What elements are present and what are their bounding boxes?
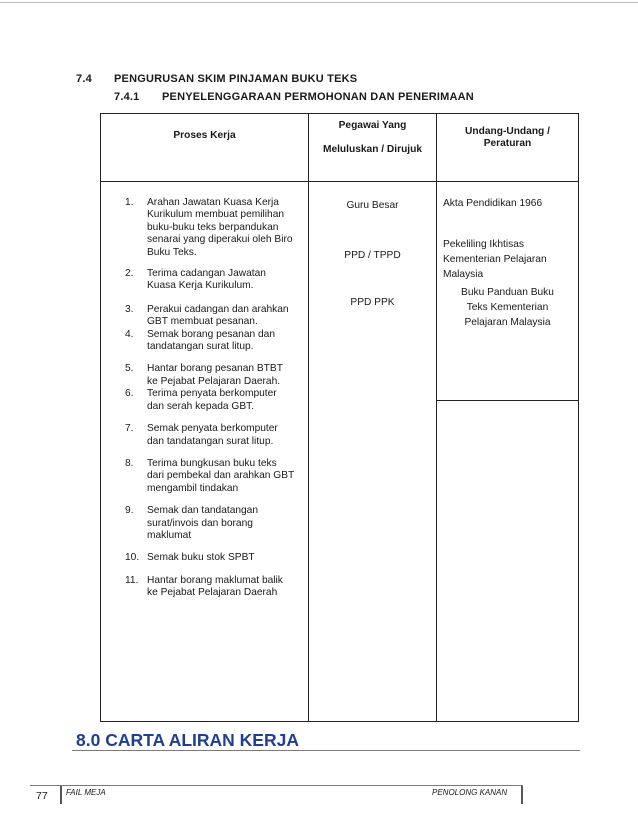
list-item [125,458,308,495]
step-number: 5. [125,363,134,375]
proses-kerja-cell [101,182,309,722]
list-item [125,505,308,542]
pegawai-cell [309,182,437,722]
ref-pekeliling-ikhtisas: Pekeliling Ikhtisas Kementerian Pelajaran Malaysia [443,239,547,280]
footer-divider-left [60,786,62,804]
section-title: PENGURUSAN SKIM PINJAMAN BUKU TEKS [114,73,358,85]
step-number: 4. [125,328,134,340]
subsection-title: PENYELENGGARAAN PERMOHONAN DAN PENERIMAAN [162,91,474,103]
step-text: Semak dan tandatangan surat/invois dan borang maklumat [147,505,259,541]
subsection-number: 7.4.1 [114,91,140,103]
header-pegawai-line2: Meluluskan / Dirujuk [322,144,423,156]
ref-buku-panduan: Buku Panduan Buku Teks Kementerian Pelajaran Malaysia [461,287,554,328]
list-item [125,304,308,329]
step-text: Perakui cadangan dan arahkan GBT membuat pesanan. [147,303,289,328]
table-body-row [101,182,579,722]
header-undang-line2: Peraturan [483,138,532,150]
header-proses-label: Proses Kerja [173,130,236,141]
header-pegawai [309,114,437,182]
step-text: Semak penyata berkomputer dan tandatangan surat litup. [147,423,278,447]
list-item [125,268,308,293]
footer-left-label: FAIL MEJA [66,788,106,797]
next-section-title: 8.0 CARTA ALIRAN KERJA [76,730,299,750]
section-divider [72,750,580,751]
step-number: 3. [125,303,134,315]
step-text: Arahan Jawatan Kuasa Kerja Kurikulum membuat pemilihan buku-buku teks berpandukan senarai yang diperakui oleh Biro Buku Teks. [147,197,293,258]
header-pegawai-line1: Pegawai Yang [338,120,407,131]
undang-cell [437,182,579,722]
list-item [125,388,308,413]
list-item [125,575,308,600]
header-undang-line1: Undang-Undang / [465,126,550,137]
step-number: 9. [125,505,134,517]
step-number: 11. [125,574,139,586]
table-header-row [101,114,579,182]
pegawai-guru-besar: Guru Besar [346,200,399,211]
step-number: 10. [125,552,140,564]
step-number: 6. [125,388,134,400]
undang-references-box [437,182,578,401]
top-rule [0,2,638,3]
pegawai-ppd-tppd: PPD / TPPD [344,250,401,262]
step-text: Semak buku stok SPBT [147,552,255,564]
list-item [125,329,308,354]
header-undang [437,114,579,182]
step-number: 1. [125,197,134,208]
step-number: 7. [125,423,134,435]
procedure-table [100,113,579,722]
pegawai-ppd-ppk: PPD PPK [350,296,395,308]
list-item [125,363,308,388]
step-text: Hantar borang maklumat balik ke Pejabat Pelajaran Daerah [147,574,283,599]
step-text: Semak borang pesanan dan tandatangan surat litup. [147,328,276,353]
page-number: 77 [36,790,48,802]
footer-right-label: PENOLONG KANAN [432,788,508,797]
ref-akta-pendidikan: Akta Pendidikan 1966 [443,198,543,209]
step-text: Hantar borang pesanan BTBT ke Pejabat Pelajaran Daerah. [147,363,283,387]
step-text: Terima penyata berkomputer dan serah kepada GBT. [147,388,277,412]
step-number: 2. [125,268,134,280]
section-number: 7.4 [76,73,92,85]
footer-divider-right [521,786,523,804]
steps-list [101,182,308,600]
footer-rule [30,785,523,786]
header-proses-kerja [101,114,309,182]
list-item [125,552,308,564]
list-item [125,423,308,448]
step-text: Terima cadangan Jawatan Kuasa Kerja Kurikulum. [147,268,266,292]
step-text: Terima bungkusan buku teks dari pembekal dan arahkan GBT mengambil tindakan [147,457,295,494]
list-item [125,197,308,259]
step-number: 8. [125,457,134,469]
